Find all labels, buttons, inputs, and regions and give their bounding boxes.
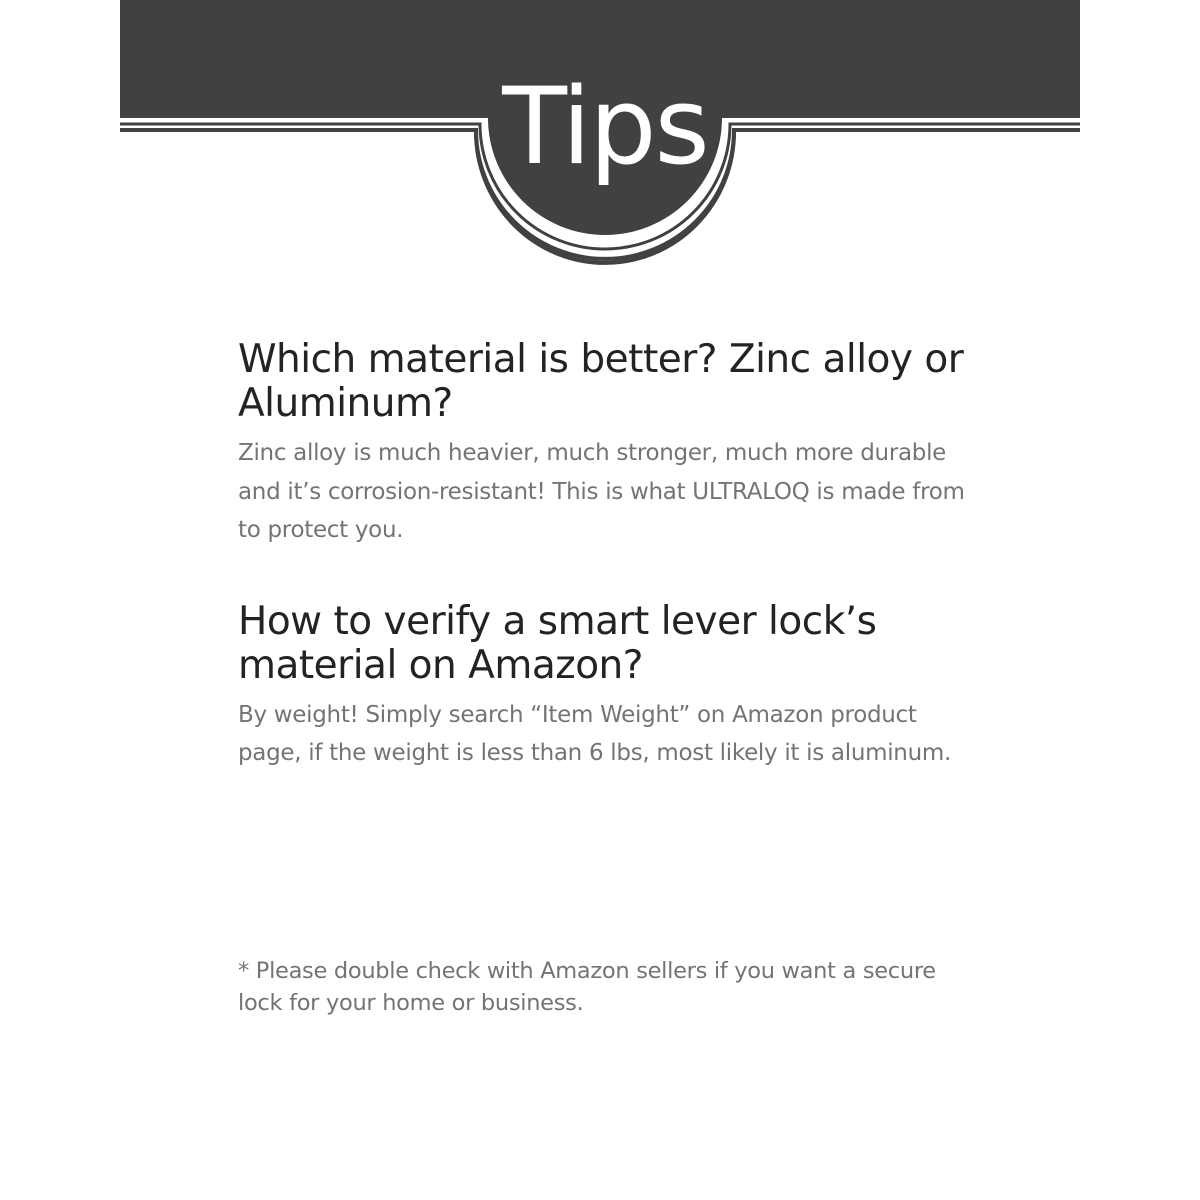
tip-section-material bbox=[238, 338, 978, 550]
banner-title: Tips bbox=[502, 65, 708, 188]
tip-heading: Which material is better? Zinc alloy or Aluminum? bbox=[238, 337, 964, 426]
tip-section-verify bbox=[238, 600, 978, 773]
footnote: * Please double check with Amazon sellers if you want a secure lock for your home or business. bbox=[238, 958, 936, 1016]
tip-body: By weight! Simply search “Item Weight” on Amazon product page, if the weight is less than 6 lbs, most likely it is aluminum. bbox=[238, 701, 951, 766]
tips-content bbox=[238, 338, 978, 773]
tip-heading: How to verify a smart lever lock’s material on Amazon? bbox=[238, 598, 877, 688]
tip-body: Zinc alloy is much heavier, much stronger, much more durable and it’s corrosion-resistant! This is what ULTRALOQ is made from to protect you. bbox=[238, 440, 965, 543]
